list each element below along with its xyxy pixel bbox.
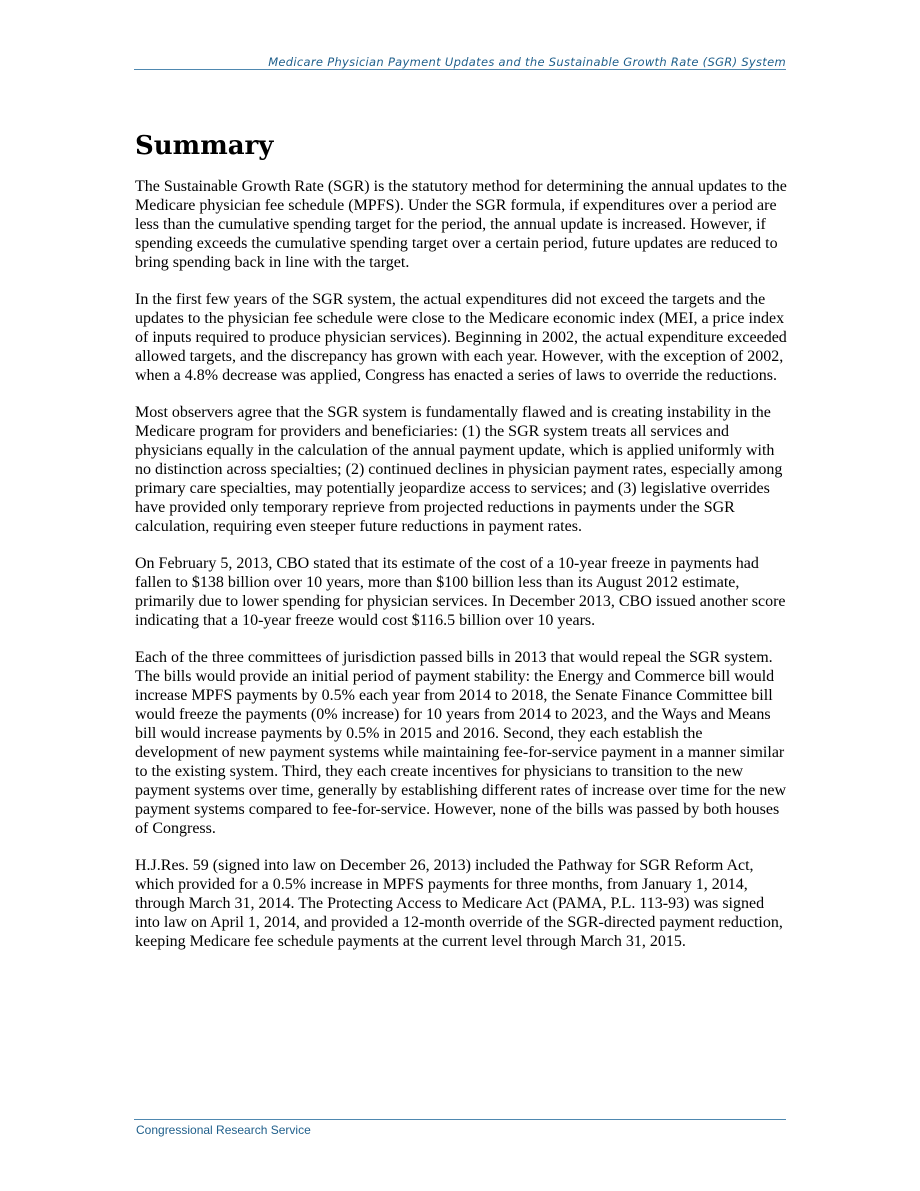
paragraph: Most observers agree that the SGR system is fundamentally flawed and is creating instability in the Medicare program for providers and beneficiaries: (1) the SGR system treats all services and physicians equally in the calculation of the annual payment update, which is applied uniformly with no distinction across specialties; (2) continued declines in physician payment rates, especially among primary care specialties, may potentially jeopardize access to services; and (3) legislative overrides have provided only temporary reprieve from projected reductions in payments under the SGR calculation, requiring even steeper future reductions in payment rates. xyxy=(135,404,783,535)
section-title: Summary xyxy=(135,131,274,161)
footer-rule xyxy=(134,1119,786,1120)
paragraph: The Sustainable Growth Rate (SGR) is the statutory method for determining the annual updates to the Medicare physician fee schedule (MPFS). Under the SGR formula, if expenditures over a period are less than the cumulative spending target for the period, the annual update is increased. However, if spending exceeds the cumulative spending target over a certain period, future updates are reduced to bring spending back in line with the target. xyxy=(135,178,787,271)
paragraph: On February 5, 2013, CBO stated that its estimate of the cost of a 10-year freeze in payments had fallen to $138 billion over 10 years, more than $100 billion less than its August 2012 estimate, primarily due to lower spending for physician services. In December 2013, CBO issued another score indicating that a 10-year freeze would cost $116.5 billion over 10 years. xyxy=(135,555,786,629)
paragraph: Each of the three committees of jurisdiction passed bills in 2013 that would repeal the SGR system. The bills would provide an initial period of payment stability: the Energy and Commerce bill would increase MPFS payments by 0.5% each year from 2014 to 2018, the Senate Finance Committee bill would freeze the payments (0% increase) for 10 years from 2014 to 2023, and the Ways and Means bill would increase payments by 0.5% in 2015 and 2016. Second, they each establish the development of new payment systems while maintaining fee-for-service payment in a manner similar to the existing system. Third, they each create incentives for physicians to transition to the new payment systems over time, generally by establishing different rates of increase over time for the new payment systems compared to fee-for-service. However, none of the bills was passed by both houses of Congress. xyxy=(135,649,787,837)
header-rule xyxy=(134,69,786,70)
summary-body xyxy=(135,177,787,969)
paragraph: H.J.Res. 59 (signed into law on December 26, 2013) included the Pathway for SGR Reform Act, which provided for a 0.5% increase in MPFS payments for three months, from January 1, 2014, through March 31, 2014. The Protecting Access to Medicare Act (PAMA, P.L. 113-93) was signed into law on April 1, 2014, and provided a 12-month override of the SGR-directed payment reduction, keeping Medicare fee schedule payments at the current level through March 31, 2015. xyxy=(135,857,783,950)
footer-organization: Congressional Research Service xyxy=(136,1123,311,1137)
paragraph: In the first few years of the SGR system, the actual expenditures did not exceed the targets and the updates to the physician fee schedule were close to the Medicare economic index (MEI, a price index of inputs required to produce physician services). Beginning in 2002, the actual expenditure exceeded allowed targets, and the discrepancy has grown with each year. However, with the exception of 2002, when a 4.8% decrease was applied, Congress has enacted a series of laws to override the reductions. xyxy=(135,291,787,384)
running-header: Medicare Physician Payment Updates and the Sustainable Growth Rate (SGR) System xyxy=(268,55,786,69)
